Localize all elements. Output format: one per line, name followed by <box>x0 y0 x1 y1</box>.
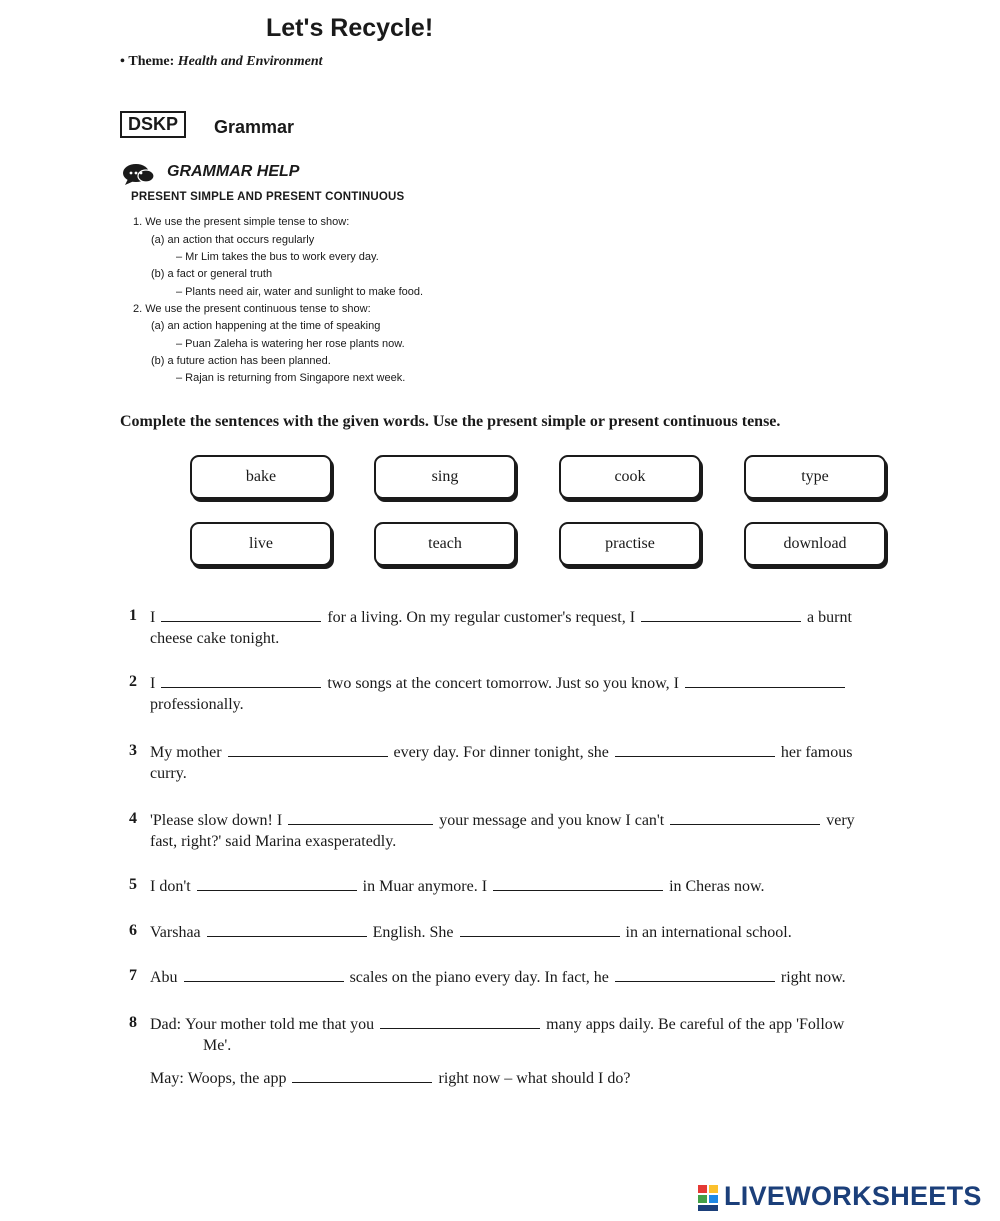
question-number: 1 <box>129 607 137 624</box>
rule-line: (b) a future action has been planned. <box>151 355 331 367</box>
question-continuation: cheese cake tonight. <box>150 630 280 647</box>
answer-blank[interactable] <box>641 609 801 622</box>
speech-bubble-icon <box>122 163 156 185</box>
question-text: for a living. On my regular customer's request, I <box>327 609 636 626</box>
answer-blank[interactable] <box>292 1070 432 1083</box>
question-8-reply <box>150 1068 630 1089</box>
answer-blank[interactable] <box>228 744 388 757</box>
question-text: English. She <box>372 924 454 941</box>
theme-line <box>120 54 323 70</box>
answer-blank[interactable] <box>685 675 845 688</box>
question-text: in Muar anymore. I <box>362 878 488 895</box>
question-text: Varshaa <box>150 924 201 941</box>
word-box-type: type <box>744 455 886 499</box>
answer-blank[interactable] <box>161 609 321 622</box>
question-text: My mother <box>150 744 222 761</box>
answer-blank[interactable] <box>380 1016 540 1029</box>
question-text: very <box>826 812 855 829</box>
question-text: Your mother told me that you <box>185 1016 375 1033</box>
answer-blank[interactable] <box>615 969 775 982</box>
question-number: 8 <box>129 1014 137 1031</box>
answer-blank[interactable] <box>460 924 620 937</box>
example-line: – Rajan is returning from Singapore next week. <box>176 372 406 384</box>
question-3 <box>150 742 852 763</box>
answer-blank[interactable] <box>161 675 321 688</box>
question-text: your message and you know I can't <box>439 812 665 829</box>
question-text: a burnt <box>807 609 852 626</box>
word-box-download: download <box>744 522 886 566</box>
answer-blank[interactable] <box>670 812 820 825</box>
question-2 <box>150 673 851 694</box>
liveworksheets-logo-icon <box>697 1184 721 1212</box>
word-box-sing: sing <box>374 455 516 499</box>
question-number: 4 <box>129 810 137 827</box>
theme-value: Health and Environment <box>177 54 323 69</box>
dskp-badge: DSKP <box>120 111 186 138</box>
speaker-label: May: <box>150 1070 184 1087</box>
example-line: – Plants need air, water and sunlight to make food. <box>176 286 424 298</box>
answer-blank[interactable] <box>288 812 433 825</box>
rule-line: 2. We use the present continuous tense to show: <box>133 303 371 315</box>
question-continuation: fast, right?' said Marina exasperatedly. <box>150 833 397 850</box>
grammar-help-title: GRAMMAR HELP <box>167 163 300 180</box>
question-text: scales on the piano every day. In fact, he <box>349 969 609 986</box>
word-box-practise: practise <box>559 522 701 566</box>
question-text: I don't <box>150 878 191 895</box>
question-text: two songs at the concert tomorrow. Just so you know, I <box>327 675 679 692</box>
word-box-bake: bake <box>190 455 332 499</box>
question-text: many apps daily. Be careful of the app 'Follow <box>546 1016 845 1033</box>
question-text: every day. For dinner tonight, she <box>393 744 609 761</box>
rule-line: (a) an action that occurs regularly <box>151 234 315 246</box>
question-4 <box>150 810 855 831</box>
bullet: • <box>120 54 129 69</box>
question-continuation: curry. <box>150 765 187 782</box>
theme-label: Theme: <box>128 54 175 69</box>
question-text: I <box>150 609 156 626</box>
question-5 <box>150 876 764 897</box>
question-number: 7 <box>129 967 137 984</box>
question-number: 3 <box>129 742 137 759</box>
speaker-label: Dad: <box>150 1016 182 1033</box>
section-label: Grammar <box>214 117 295 137</box>
question-text: right now – what should I do? <box>438 1070 631 1087</box>
question-number: 6 <box>129 922 137 939</box>
question-1 <box>150 607 852 628</box>
question-text: right now. <box>780 969 846 986</box>
example-line: – Puan Zaleha is watering her rose plants now. <box>176 338 405 350</box>
question-text: Woops, the app <box>187 1070 287 1087</box>
rule-line: 1. We use the present simple tense to show: <box>133 216 350 228</box>
question-8 <box>150 1014 844 1035</box>
brand-logo[interactable]: LIVEWORKSHEETS <box>724 1181 982 1211</box>
question-text: her famous <box>780 744 853 761</box>
answer-blank[interactable] <box>207 924 367 937</box>
rule-line: (b) a fact or general truth <box>151 268 273 280</box>
question-text: in an international school. <box>625 924 792 941</box>
example-line: – Mr Lim takes the bus to work every day. <box>176 251 379 263</box>
answer-blank[interactable] <box>184 969 344 982</box>
question-number: 2 <box>129 673 137 690</box>
question-text: I <box>150 675 156 692</box>
grammar-help-subtitle: PRESENT SIMPLE AND PRESENT CONTINUOUS <box>131 191 405 203</box>
word-box-teach: teach <box>374 522 516 566</box>
question-text: 'Please slow down! I <box>150 812 283 829</box>
answer-blank[interactable] <box>197 878 357 891</box>
answer-blank[interactable] <box>493 878 663 891</box>
answer-blank[interactable] <box>615 744 775 757</box>
question-6 <box>150 922 792 943</box>
page-title: Let's Recycle! <box>266 14 434 42</box>
question-number: 5 <box>129 876 137 893</box>
rule-line: (a) an action happening at the time of speaking <box>151 320 381 332</box>
instructions: Complete the sentences with the given words. Use the present simple or present continuous tense. <box>120 413 781 430</box>
question-text: Abu <box>150 969 178 986</box>
question-continuation: professionally. <box>150 696 244 713</box>
question-text: in Cheras now. <box>669 878 765 895</box>
question-7 <box>150 967 846 988</box>
question-continuation: Me'. <box>203 1037 232 1054</box>
word-box-live: live <box>190 522 332 566</box>
word-box-cook: cook <box>559 455 701 499</box>
